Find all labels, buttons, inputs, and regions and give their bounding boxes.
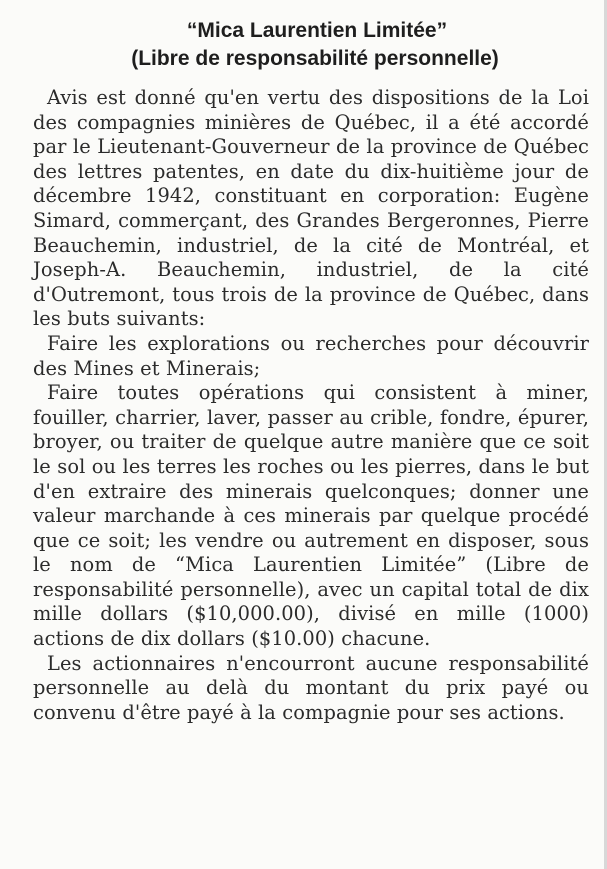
notice-title: “Mica Laurentien Limitée” [186,19,448,42]
paragraph-purpose-exploration: Faire les explorations ou recherches pour découvrir des Mines et Minerais; [33,331,589,380]
paragraph-liability: Les actionnaires n'encourront aucune responsabilité personnelle au delà du montant du prix payé ou convenu d'être payé à la compagnie pour ses actions. [33,651,589,724]
notice-subtitle: (Libre de responsabilité personnelle) [131,47,499,70]
paragraph-intro: Avis est donné qu'en vertu des dispositions de la Loi des compagnies minières de Québec, il a été accordé par le Lieutenant-Gouverneur de la province de Québec des lettres patentes, en date du dix-huitième jour de décembre 1942, constituant en corporation: Eugène Simard, commerçant, des Grandes Bergeronnes, Pierre Beauchemin, industriel, de la cité de Montréal, et Joseph-A. Beauchemin, industriel, de la cité d'Outremont, tous trois de la province de Québec, dans les buts suivants: [33,86,589,331]
paragraph-purpose-operations: Faire toutes opérations qui consistent à miner, fouiller, charrier, laver, passer au crible, fondre, épurer, broyer, ou traiter de quelque autre manière que ce soit le sol ou les terres les roches ou les pierres, dans le but d'en extraire des minerais quelconques; donner une valeur marchande à ces minerais par quelque procédé que ce soit; les vendre ou autrement en disposer, sous le nom de “Mica Laurentien Limitée” (Libre de responsabilité personnelle), avec un capital total de dix mille dollars ($10,000.00), divisé en mille (1000) actions de dix dollars ($10.00) chacune. [33,381,589,651]
notice-body [33,86,589,725]
